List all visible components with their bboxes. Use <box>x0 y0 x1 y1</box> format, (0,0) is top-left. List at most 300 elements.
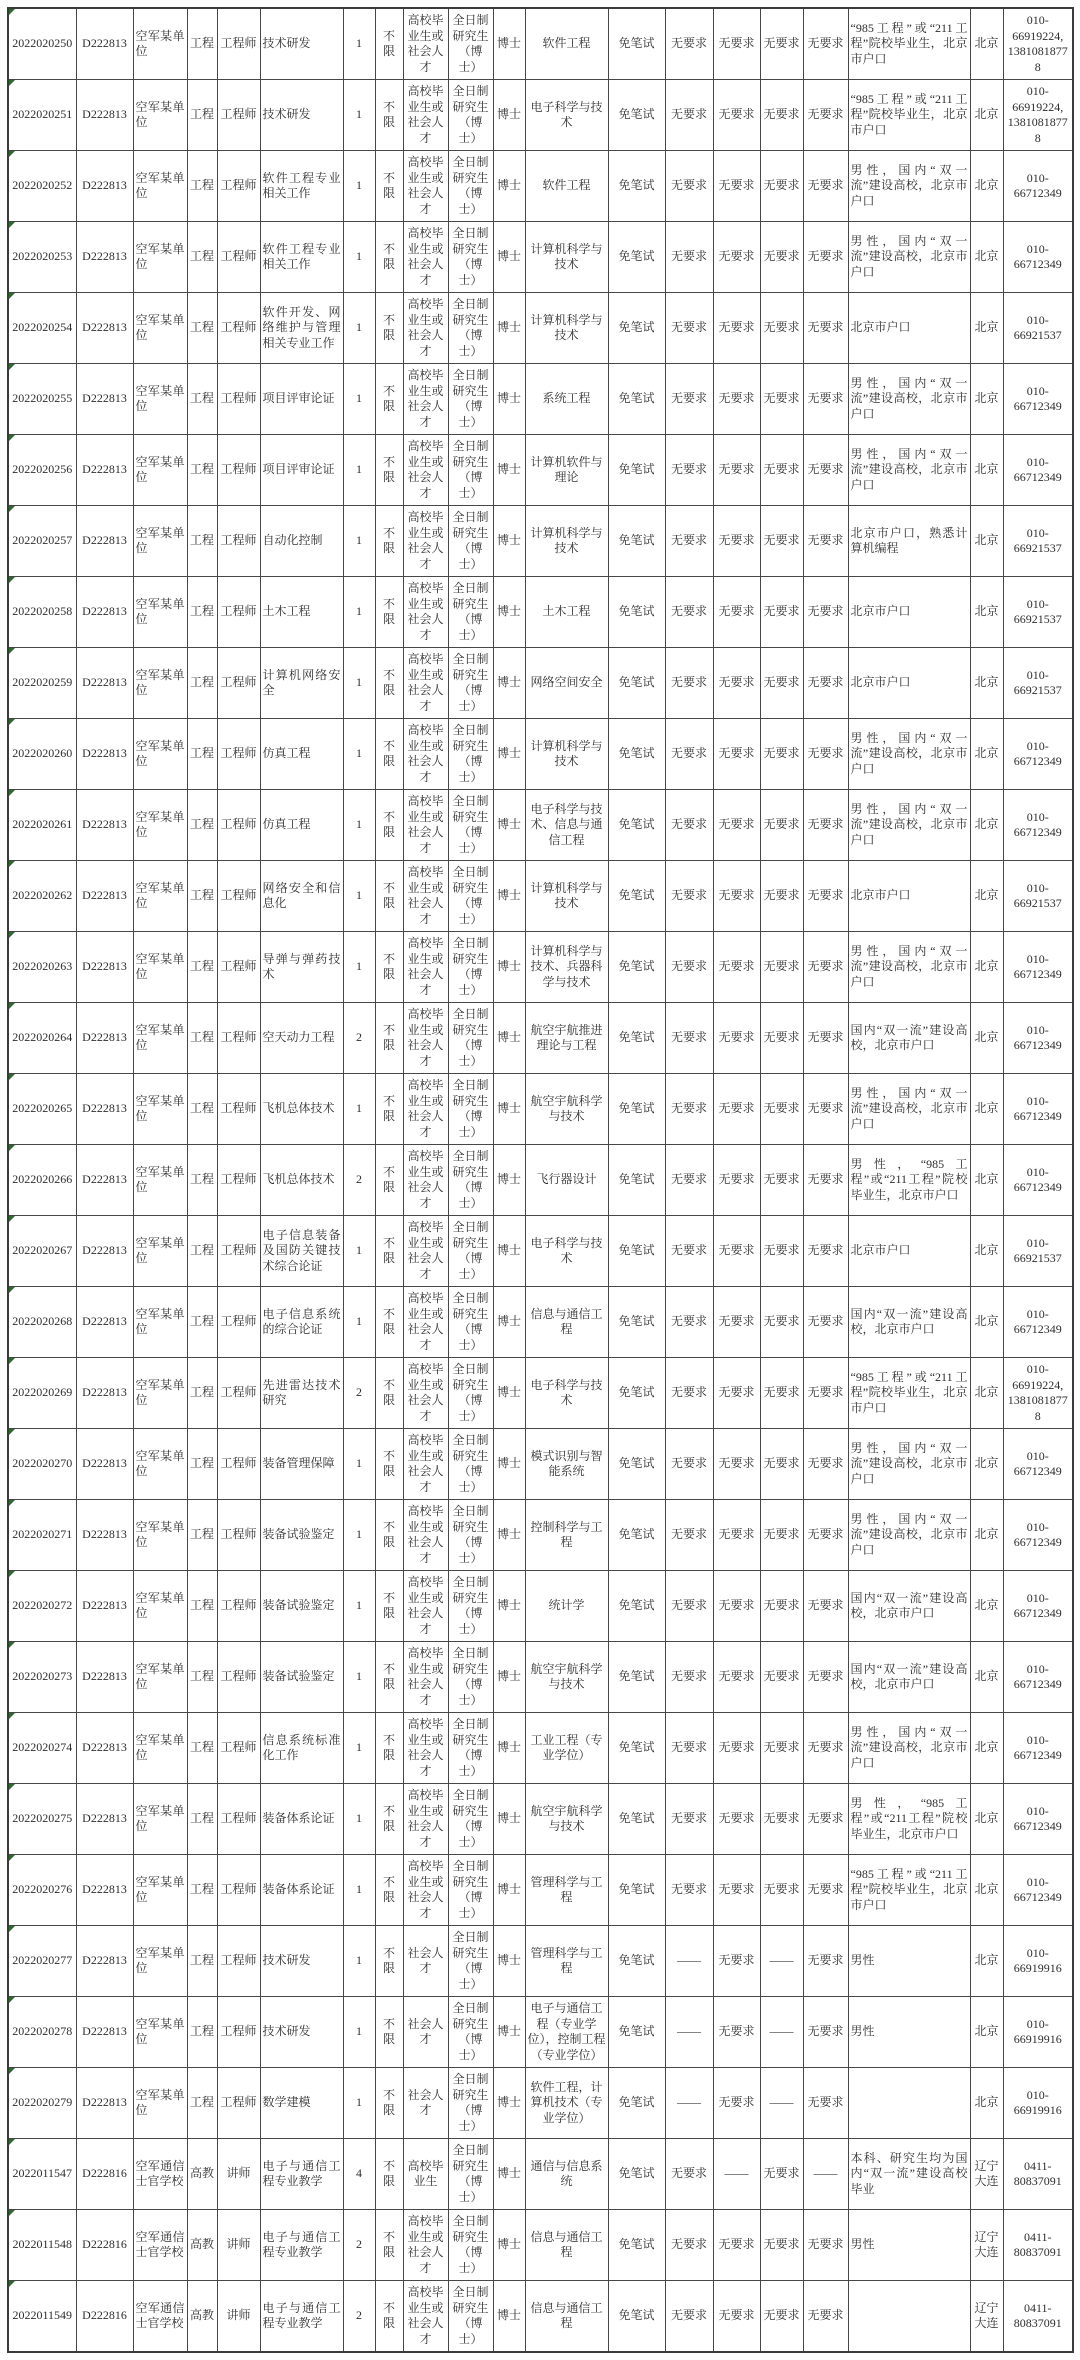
cell-job-title: 工程师 <box>217 1713 260 1784</box>
cell-degree-requirement: 博士 <box>493 2139 525 2210</box>
cell-education-requirement: 全日制研究生（博士） <box>448 293 493 364</box>
cell-degree-requirement: 博士 <box>493 861 525 932</box>
cell-candidate-source: 高校毕业生或社会人才 <box>403 506 448 577</box>
cell-requirement-1: 无要求 <box>665 648 713 719</box>
cell-work-location: 北京 <box>970 8 1003 80</box>
cell-degree-requirement: 博士 <box>493 1571 525 1642</box>
cell-requirement-3: 无要求 <box>760 222 803 293</box>
cell-requirement-4: 无要求 <box>803 1074 848 1145</box>
cell-gender-requirement: 不限 <box>375 2068 403 2139</box>
cell-requirement-1: 无要求 <box>665 932 713 1003</box>
cell-work-location: 北京 <box>970 1855 1003 1926</box>
table-row <box>8 1358 1073 1429</box>
cell-requirement-2: 无要求 <box>713 435 760 506</box>
cell-unit-name: 空军某单位 <box>133 719 187 790</box>
cell-position-code: 2022011549 <box>8 2281 76 2353</box>
cell-work-location: 北京 <box>970 861 1003 932</box>
cell-gender-requirement: 不限 <box>375 790 403 861</box>
cell-requirement-2: 无要求 <box>713 1855 760 1926</box>
cell-major-requirement: 软件工程 <box>525 151 608 222</box>
cell-major-requirement: 统计学 <box>525 1571 608 1642</box>
cell-job-category: 工程 <box>187 648 217 719</box>
cell-major-requirement: 航空宇航推进理论与工程 <box>525 1003 608 1074</box>
cell-requirement-1: 无要求 <box>665 790 713 861</box>
cell-requirement-4: 无要求 <box>803 1500 848 1571</box>
cell-unit-code: D222813 <box>76 1642 133 1713</box>
cell-requirement-2: 无要求 <box>713 1713 760 1784</box>
table-row <box>8 80 1073 151</box>
cell-job-duty: 技术研发 <box>260 8 343 80</box>
cell-job-title: 工程师 <box>217 1571 260 1642</box>
cell-work-location: 北京 <box>970 1926 1003 1997</box>
cell-unit-name: 空军某单位 <box>133 1074 187 1145</box>
table-row <box>8 364 1073 435</box>
cell-job-duty: 装备体系论证 <box>260 1784 343 1855</box>
cell-unit-code: D222813 <box>76 435 133 506</box>
cell-candidate-source: 高校毕业生或社会人才 <box>403 222 448 293</box>
cell-unit-name: 空军某单位 <box>133 222 187 293</box>
cell-exam-type: 免笔试 <box>608 2210 665 2281</box>
cell-candidate-source: 高校毕业生或社会人才 <box>403 1074 448 1145</box>
cell-requirement-2: 无要求 <box>713 80 760 151</box>
cell-gender-requirement: 不限 <box>375 577 403 648</box>
cell-work-location: 北京 <box>970 1713 1003 1784</box>
cell-recruit-count: 1 <box>343 1074 375 1145</box>
cell-job-category: 工程 <box>187 2068 217 2139</box>
cell-job-title: 工程师 <box>217 1074 260 1145</box>
cell-gender-requirement: 不限 <box>375 1642 403 1713</box>
cell-position-code: 2022020272 <box>8 1571 76 1642</box>
cell-job-category: 工程 <box>187 8 217 80</box>
cell-unit-code: D222816 <box>76 2210 133 2281</box>
cell-other-requirements: 北京市户口，熟悉计算机编程 <box>848 506 970 577</box>
cell-contact-phone: 010-66712349 <box>1003 1855 1073 1926</box>
cell-unit-code: D222813 <box>76 506 133 577</box>
cell-job-category: 工程 <box>187 1216 217 1287</box>
cell-recruit-count: 2 <box>343 1003 375 1074</box>
cell-requirement-4: 无要求 <box>803 577 848 648</box>
cell-requirement-4: 无要求 <box>803 648 848 719</box>
table-row <box>8 1571 1073 1642</box>
cell-exam-type: 免笔试 <box>608 1429 665 1500</box>
cell-job-duty: 装备试验鉴定 <box>260 1642 343 1713</box>
cell-work-location: 北京 <box>970 222 1003 293</box>
cell-requirement-3: 无要求 <box>760 1145 803 1216</box>
cell-recruit-count: 1 <box>343 577 375 648</box>
cell-candidate-source: 高校毕业生或社会人才 <box>403 1145 448 1216</box>
cell-contact-phone: 010-66712349 <box>1003 790 1073 861</box>
cell-unit-name: 空军某单位 <box>133 1003 187 1074</box>
cell-requirement-3: 无要求 <box>760 1216 803 1287</box>
cell-unit-name: 空军某单位 <box>133 1926 187 1997</box>
cell-requirement-2: 无要求 <box>713 1358 760 1429</box>
cell-degree-requirement: 博士 <box>493 506 525 577</box>
cell-job-title: 工程师 <box>217 2068 260 2139</box>
table-row <box>8 932 1073 1003</box>
cell-candidate-source: 高校毕业生或社会人才 <box>403 861 448 932</box>
cell-job-category: 工程 <box>187 932 217 1003</box>
cell-requirement-4: 无要求 <box>803 1926 848 1997</box>
cell-job-duty: 项目评审论证 <box>260 435 343 506</box>
cell-contact-phone: 010-66712349 <box>1003 151 1073 222</box>
cell-exam-type: 免笔试 <box>608 1216 665 1287</box>
cell-requirement-2: 无要求 <box>713 1145 760 1216</box>
cell-degree-requirement: 博士 <box>493 80 525 151</box>
table-row <box>8 1287 1073 1358</box>
cell-contact-phone: 010-66921537 <box>1003 506 1073 577</box>
cell-job-duty: 装备试验鉴定 <box>260 1500 343 1571</box>
cell-job-category: 工程 <box>187 1784 217 1855</box>
cell-requirement-4: 无要求 <box>803 1358 848 1429</box>
cell-job-category: 工程 <box>187 1429 217 1500</box>
cell-job-duty: 先进雷达技术研究 <box>260 1358 343 1429</box>
cell-other-requirements: 北京市户口 <box>848 293 970 364</box>
cell-job-title: 工程师 <box>217 1287 260 1358</box>
table-row <box>8 151 1073 222</box>
cell-major-requirement: 信息与通信工程 <box>525 1287 608 1358</box>
cell-exam-type: 免笔试 <box>608 1145 665 1216</box>
table-row <box>8 1926 1073 1997</box>
cell-job-duty: 电子与通信工程专业教学 <box>260 2210 343 2281</box>
cell-contact-phone: 010-66919916 <box>1003 1926 1073 1997</box>
cell-job-title: 工程师 <box>217 1926 260 1997</box>
cell-other-requirements: 男性，“985工程”或“211工程”院校毕业生，北京市户口 <box>848 1784 970 1855</box>
cell-position-code: 2022020255 <box>8 364 76 435</box>
cell-position-code: 2022020266 <box>8 1145 76 1216</box>
cell-job-category: 工程 <box>187 1074 217 1145</box>
cell-work-location: 北京 <box>970 1074 1003 1145</box>
cell-unit-code: D222813 <box>76 1358 133 1429</box>
cell-recruit-count: 1 <box>343 1926 375 1997</box>
cell-job-title: 讲师 <box>217 2281 260 2353</box>
cell-other-requirements: 北京市户口 <box>848 648 970 719</box>
cell-requirement-4: 无要求 <box>803 8 848 80</box>
cell-contact-phone: 010-66712349 <box>1003 1003 1073 1074</box>
cell-position-code: 2022020260 <box>8 719 76 790</box>
cell-unit-code: D222813 <box>76 1855 133 1926</box>
table-row <box>8 1074 1073 1145</box>
cell-job-duty: 网络安全和信息化 <box>260 861 343 932</box>
cell-major-requirement: 计算机科学与技术 <box>525 222 608 293</box>
cell-exam-type: 免笔试 <box>608 506 665 577</box>
cell-requirement-4: 无要求 <box>803 1784 848 1855</box>
cell-education-requirement: 全日制研究生（博士） <box>448 8 493 80</box>
cell-requirement-1: 无要求 <box>665 2210 713 2281</box>
cell-work-location: 北京 <box>970 1145 1003 1216</box>
cell-recruit-count: 1 <box>343 2068 375 2139</box>
cell-unit-code: D222813 <box>76 719 133 790</box>
cell-work-location: 北京 <box>970 80 1003 151</box>
cell-job-category: 工程 <box>187 293 217 364</box>
cell-contact-phone: 010-66919916 <box>1003 2068 1073 2139</box>
table-row <box>8 1642 1073 1713</box>
cell-requirement-2: 无要求 <box>713 2068 760 2139</box>
cell-requirement-4: 无要求 <box>803 293 848 364</box>
cell-requirement-3: 无要求 <box>760 293 803 364</box>
cell-gender-requirement: 不限 <box>375 506 403 577</box>
cell-other-requirements: 国内“双一流”建设高校，北京市户口 <box>848 1287 970 1358</box>
cell-recruit-count: 1 <box>343 790 375 861</box>
cell-degree-requirement: 博士 <box>493 2210 525 2281</box>
cell-requirement-3: 无要求 <box>760 1429 803 1500</box>
cell-requirement-3: 无要求 <box>760 364 803 435</box>
cell-gender-requirement: 不限 <box>375 719 403 790</box>
cell-unit-code: D222813 <box>76 577 133 648</box>
cell-education-requirement: 全日制研究生（博士） <box>448 1145 493 1216</box>
cell-other-requirements: “985工程”或“211工程”院校毕业生，北京市户口 <box>848 8 970 80</box>
cell-recruit-count: 1 <box>343 506 375 577</box>
cell-requirement-4: 无要求 <box>803 1855 848 1926</box>
cell-other-requirements: 北京市户口 <box>848 861 970 932</box>
cell-job-title: 工程师 <box>217 151 260 222</box>
cell-requirement-3: —— <box>760 2068 803 2139</box>
cell-unit-code: D222813 <box>76 293 133 364</box>
cell-work-location: 北京 <box>970 293 1003 364</box>
cell-candidate-source: 高校毕业生或社会人才 <box>403 932 448 1003</box>
cell-candidate-source: 高校毕业生或社会人才 <box>403 1216 448 1287</box>
cell-unit-name: 空军某单位 <box>133 1855 187 1926</box>
table-row <box>8 506 1073 577</box>
cell-major-requirement: 模式识别与智能系统 <box>525 1429 608 1500</box>
cell-recruit-count: 1 <box>343 1713 375 1784</box>
cell-position-code: 2022020269 <box>8 1358 76 1429</box>
cell-unit-name: 空军某单位 <box>133 1642 187 1713</box>
cell-major-requirement: 计算机软件与理论 <box>525 435 608 506</box>
cell-unit-code: D222813 <box>76 151 133 222</box>
cell-candidate-source: 高校毕业生或社会人才 <box>403 8 448 80</box>
table-row <box>8 2139 1073 2210</box>
cell-requirement-2: 无要求 <box>713 1216 760 1287</box>
cell-requirement-4: 无要求 <box>803 1997 848 2068</box>
cell-other-requirements: 男性，国内“双一流”建设高校，北京市户口 <box>848 1074 970 1145</box>
cell-requirement-4: 无要求 <box>803 790 848 861</box>
cell-requirement-4: 无要求 <box>803 1713 848 1784</box>
cell-exam-type: 免笔试 <box>608 932 665 1003</box>
cell-position-code: 2022020261 <box>8 790 76 861</box>
cell-unit-name: 空军某单位 <box>133 506 187 577</box>
cell-requirement-1: 无要求 <box>665 1216 713 1287</box>
cell-unit-code: D222813 <box>76 861 133 932</box>
cell-requirement-2: —— <box>713 2139 760 2210</box>
cell-unit-name: 空军某单位 <box>133 435 187 506</box>
cell-requirement-1: 无要求 <box>665 2139 713 2210</box>
cell-requirement-1: 无要求 <box>665 364 713 435</box>
cell-degree-requirement: 博士 <box>493 364 525 435</box>
cell-job-title: 工程师 <box>217 932 260 1003</box>
cell-job-title: 工程师 <box>217 1145 260 1216</box>
cell-exam-type: 免笔试 <box>608 1074 665 1145</box>
cell-job-duty: 项目评审论证 <box>260 364 343 435</box>
table-row <box>8 293 1073 364</box>
cell-requirement-2: 无要求 <box>713 1074 760 1145</box>
cell-job-title: 工程师 <box>217 293 260 364</box>
cell-requirement-1: 无要求 <box>665 80 713 151</box>
cell-education-requirement: 全日制研究生（博士） <box>448 1216 493 1287</box>
cell-major-requirement: 软件工程，计算机技术（专业学位） <box>525 2068 608 2139</box>
cell-position-code: 2022020275 <box>8 1784 76 1855</box>
cell-unit-name: 空军通信士官学校 <box>133 2210 187 2281</box>
cell-degree-requirement: 博士 <box>493 1713 525 1784</box>
cell-education-requirement: 全日制研究生（博士） <box>448 1713 493 1784</box>
cell-other-requirements: 国内“双一流”建设高校，北京市户口 <box>848 1003 970 1074</box>
cell-position-code: 2022020251 <box>8 80 76 151</box>
cell-unit-name: 空军某单位 <box>133 1287 187 1358</box>
cell-requirement-2: 无要求 <box>713 1571 760 1642</box>
cell-other-requirements: 男性 <box>848 2210 970 2281</box>
cell-unit-code: D222816 <box>76 2281 133 2353</box>
cell-unit-name: 空军某单位 <box>133 2068 187 2139</box>
cell-unit-code: D222813 <box>76 1784 133 1855</box>
cell-position-code: 2022020257 <box>8 506 76 577</box>
cell-unit-code: D222813 <box>76 1287 133 1358</box>
cell-other-requirements: 北京市户口 <box>848 577 970 648</box>
cell-job-category: 工程 <box>187 1926 217 1997</box>
cell-job-category: 工程 <box>187 719 217 790</box>
cell-degree-requirement: 博士 <box>493 222 525 293</box>
cell-education-requirement: 全日制研究生（博士） <box>448 1642 493 1713</box>
cell-requirement-4: 无要求 <box>803 2068 848 2139</box>
cell-degree-requirement: 博士 <box>493 1997 525 2068</box>
cell-job-title: 工程师 <box>217 1358 260 1429</box>
cell-work-location: 北京 <box>970 1216 1003 1287</box>
table-row <box>8 222 1073 293</box>
cell-job-title: 工程师 <box>217 435 260 506</box>
cell-job-duty: 软件工程专业相关工作 <box>260 151 343 222</box>
cell-work-location: 北京 <box>970 2068 1003 2139</box>
cell-position-code: 2022020268 <box>8 1287 76 1358</box>
cell-requirement-3: 无要求 <box>760 1358 803 1429</box>
cell-recruit-count: 1 <box>343 648 375 719</box>
cell-candidate-source: 高校毕业生或社会人才 <box>403 1784 448 1855</box>
cell-job-duty: 飞机总体技术 <box>260 1145 343 1216</box>
cell-requirement-1: 无要求 <box>665 1571 713 1642</box>
cell-position-code: 2022020252 <box>8 151 76 222</box>
cell-job-duty: 土木工程 <box>260 577 343 648</box>
cell-contact-phone: 010-66712349 <box>1003 435 1073 506</box>
cell-contact-phone: 010-66712349 <box>1003 1642 1073 1713</box>
cell-education-requirement: 全日制研究生（博士） <box>448 2139 493 2210</box>
cell-candidate-source: 高校毕业生或社会人才 <box>403 80 448 151</box>
cell-major-requirement: 计算机科学与技术 <box>525 861 608 932</box>
cell-major-requirement: 航空宇航科学与技术 <box>525 1642 608 1713</box>
table-row <box>8 1500 1073 1571</box>
cell-gender-requirement: 不限 <box>375 435 403 506</box>
cell-unit-code: D222813 <box>76 222 133 293</box>
cell-major-requirement: 飞行器设计 <box>525 1145 608 1216</box>
cell-requirement-3: 无要求 <box>760 790 803 861</box>
cell-exam-type: 免笔试 <box>608 2281 665 2353</box>
cell-unit-name: 空军某单位 <box>133 1358 187 1429</box>
cell-exam-type: 免笔试 <box>608 1500 665 1571</box>
cell-degree-requirement: 博士 <box>493 2068 525 2139</box>
cell-requirement-4: 无要求 <box>803 1287 848 1358</box>
cell-job-category: 工程 <box>187 435 217 506</box>
cell-education-requirement: 全日制研究生（博士） <box>448 719 493 790</box>
cell-education-requirement: 全日制研究生（博士） <box>448 1074 493 1145</box>
cell-job-category: 工程 <box>187 1287 217 1358</box>
cell-position-code: 2022020278 <box>8 1997 76 2068</box>
cell-requirement-3: 无要求 <box>760 506 803 577</box>
cell-job-category: 工程 <box>187 1358 217 1429</box>
cell-contact-phone: 010-66921537 <box>1003 577 1073 648</box>
cell-other-requirements: 男性，国内“双一流”建设高校，北京市户口 <box>848 222 970 293</box>
cell-education-requirement: 全日制研究生（博士） <box>448 1997 493 2068</box>
cell-candidate-source: 高校毕业生或社会人才 <box>403 2210 448 2281</box>
cell-education-requirement: 全日制研究生（博士） <box>448 1429 493 1500</box>
cell-other-requirements: 男性，国内“双一流”建设高校，北京市户口 <box>848 1500 970 1571</box>
cell-candidate-source: 社会人才 <box>403 2068 448 2139</box>
table-row <box>8 790 1073 861</box>
cell-unit-name: 空军某单位 <box>133 1145 187 1216</box>
cell-requirement-2: 无要求 <box>713 1500 760 1571</box>
cell-degree-requirement: 博士 <box>493 1429 525 1500</box>
cell-job-category: 工程 <box>187 222 217 293</box>
cell-other-requirements <box>848 2281 970 2353</box>
cell-requirement-3: 无要求 <box>760 2281 803 2353</box>
cell-unit-code: D222813 <box>76 1571 133 1642</box>
cell-work-location: 北京 <box>970 719 1003 790</box>
cell-unit-name: 空军某单位 <box>133 932 187 1003</box>
cell-requirement-2: 无要求 <box>713 1642 760 1713</box>
cell-requirement-3: 无要求 <box>760 2210 803 2281</box>
cell-recruit-count: 2 <box>343 2281 375 2353</box>
cell-job-duty: 装备体系论证 <box>260 1855 343 1926</box>
cell-unit-code: D222813 <box>76 1926 133 1997</box>
cell-degree-requirement: 博士 <box>493 1287 525 1358</box>
cell-gender-requirement: 不限 <box>375 1713 403 1784</box>
cell-requirement-1: 无要求 <box>665 506 713 577</box>
cell-job-category: 工程 <box>187 1713 217 1784</box>
cell-requirement-1: 无要求 <box>665 222 713 293</box>
cell-work-location: 北京 <box>970 932 1003 1003</box>
cell-job-duty: 数学建模 <box>260 2068 343 2139</box>
cell-work-location: 辽宁大连 <box>970 2210 1003 2281</box>
cell-job-duty: 电子与通信工程专业教学 <box>260 2139 343 2210</box>
cell-work-location: 北京 <box>970 151 1003 222</box>
cell-unit-code: D222813 <box>76 1997 133 2068</box>
cell-requirement-2: 无要求 <box>713 577 760 648</box>
cell-education-requirement: 全日制研究生（博士） <box>448 1926 493 1997</box>
cell-unit-name: 空军某单位 <box>133 577 187 648</box>
cell-candidate-source: 高校毕业生或社会人才 <box>403 1500 448 1571</box>
cell-position-code: 2022020276 <box>8 1855 76 1926</box>
cell-position-code: 2022020264 <box>8 1003 76 1074</box>
cell-gender-requirement: 不限 <box>375 1429 403 1500</box>
cell-major-requirement: 管理科学与工程 <box>525 1855 608 1926</box>
cell-work-location: 北京 <box>970 1500 1003 1571</box>
cell-requirement-1: 无要求 <box>665 1145 713 1216</box>
cell-education-requirement: 全日制研究生（博士） <box>448 790 493 861</box>
cell-gender-requirement: 不限 <box>375 648 403 719</box>
cell-candidate-source: 高校毕业生或社会人才 <box>403 1287 448 1358</box>
cell-job-duty: 导弹与弹药技术 <box>260 932 343 1003</box>
cell-requirement-2: 无要求 <box>713 719 760 790</box>
cell-requirement-4: 无要求 <box>803 1642 848 1713</box>
cell-requirement-2: 无要求 <box>713 861 760 932</box>
cell-contact-phone: 010-66712349 <box>1003 719 1073 790</box>
cell-requirement-1: 无要求 <box>665 1429 713 1500</box>
cell-job-title: 工程师 <box>217 1003 260 1074</box>
cell-degree-requirement: 博士 <box>493 293 525 364</box>
cell-work-location: 北京 <box>970 1003 1003 1074</box>
cell-recruit-count: 1 <box>343 1784 375 1855</box>
cell-contact-phone: 010-66712349 <box>1003 1287 1073 1358</box>
cell-requirement-4: 无要求 <box>803 1429 848 1500</box>
cell-recruit-count: 1 <box>343 151 375 222</box>
cell-major-requirement: 电子科学与技术 <box>525 80 608 151</box>
table-row <box>8 8 1073 80</box>
cell-candidate-source: 高校毕业生或社会人才 <box>403 1571 448 1642</box>
